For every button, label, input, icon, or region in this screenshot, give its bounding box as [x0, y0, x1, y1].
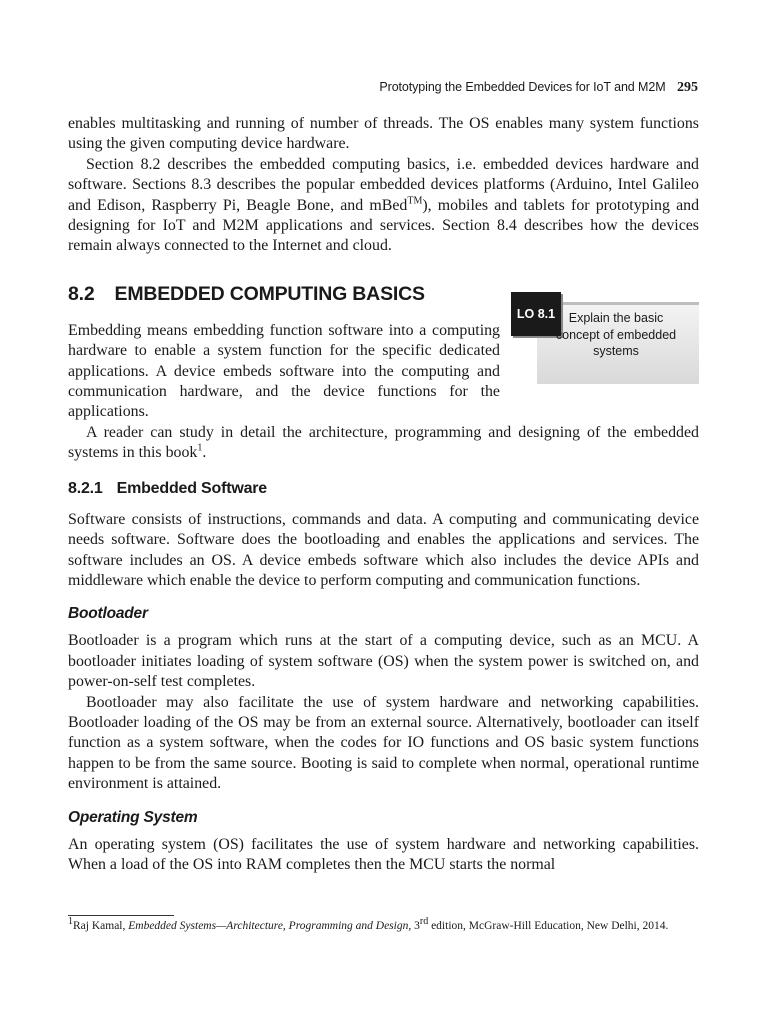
subsection-heading — [68, 480, 699, 498]
os-heading: Operating System — [68, 808, 198, 826]
bootloader-paragraph-1: Bootloader is a program which runs at the start of a computing device, such as an MCU. A bootloader initiates loading of system software (OS) when the system power is switched on, and power-on-self test completes. — [68, 632, 699, 691]
bootloader-heading: Bootloader — [68, 605, 148, 623]
footnote-book-title: Embedded Systems—Architecture, Programming and Design — [128, 920, 409, 932]
learning-objective-tag: LO 8.1 — [511, 292, 561, 336]
running-header-title: Prototyping the Embedded Devices for IoT and M2M — [379, 80, 666, 94]
subsection-title: Embedded Software — [116, 479, 267, 497]
footnote-reference: 1 — [197, 442, 203, 454]
bootloader-paragraph-2: Bootloader may also facilitate the use of system hardware and networking capabilities. Bootloader loading of the OS may be from an external source. Alternatively, bootloader can itself function as a system software, when the codes for IO functions and OS basic system functions happen to be from the same source. Booting is said to complete when normal, operational runtime environment is attained. — [68, 693, 699, 793]
footnote: $^1$Raj Kamal, Embedded Systems—Architecture, Programming and Design, 3rd edition, McGraw-Hill Education, New Delhi, 2014. — [68, 916, 669, 932]
section-number: 8.2 — [68, 282, 95, 305]
intro-paragraph-2: Section 8.2 describes the embedded computing basics, i.e. embedded devices hardware and software. Sections 8.3 describes the popular embedded devices platforms (Arduino, Intel Galileo and Edison, Raspberry Pi, Beagle Bone, and mBed™), mobiles and tablets for prototyping and designing for IoT and M2M applications and services. Section 8.4 describes how the devices remain always connected to the Internet and cloud. — [68, 155, 700, 255]
os-paragraph-1: An operating system (OS) facilitates the use of system hardware and networking capabilities. When a load of the OS into RAM completes then the MCU starts the normal — [68, 835, 699, 873]
page-body — [68, 114, 699, 875]
running-header — [68, 80, 698, 100]
section-heading — [68, 283, 699, 306]
learning-objective-text: Explain the basic concept of embedded systems — [555, 311, 677, 358]
section-paragraph-1: Embedding means embedding function software into a computing hardware to enable a system function for the specific dedicated applications. A device embeds software into the computing and communication hardware, and the device functions for the applications. — [68, 321, 500, 421]
subsection-paragraph-1: Software consists of instructions, commands and data. A computing and communicating device needs software. Software does the bootloading and enables the applications and services. The software includes an OS. A device embeds software which also includes the device APIs and middleware which enable the device to perform computing and communication functions. — [68, 510, 699, 589]
intro-paragraph-1: enables multitasking and running of number of threads. The OS enables many system functions using the given computing device hardware. — [68, 115, 699, 153]
page-number: 295 — [677, 80, 698, 95]
section-paragraph-2: A reader can study in detail the architecture, programming and designing of the embedded systems in this book$^1$. — [68, 423, 699, 462]
trademark-superscript: TM — [407, 195, 423, 207]
footnote-mark: 1 — [68, 916, 73, 928]
section-title: EMBEDDED COMPUTING BASICS — [114, 282, 425, 305]
subsection-number: 8.2.1 — [68, 479, 103, 497]
footnote-divider — [68, 915, 174, 916]
